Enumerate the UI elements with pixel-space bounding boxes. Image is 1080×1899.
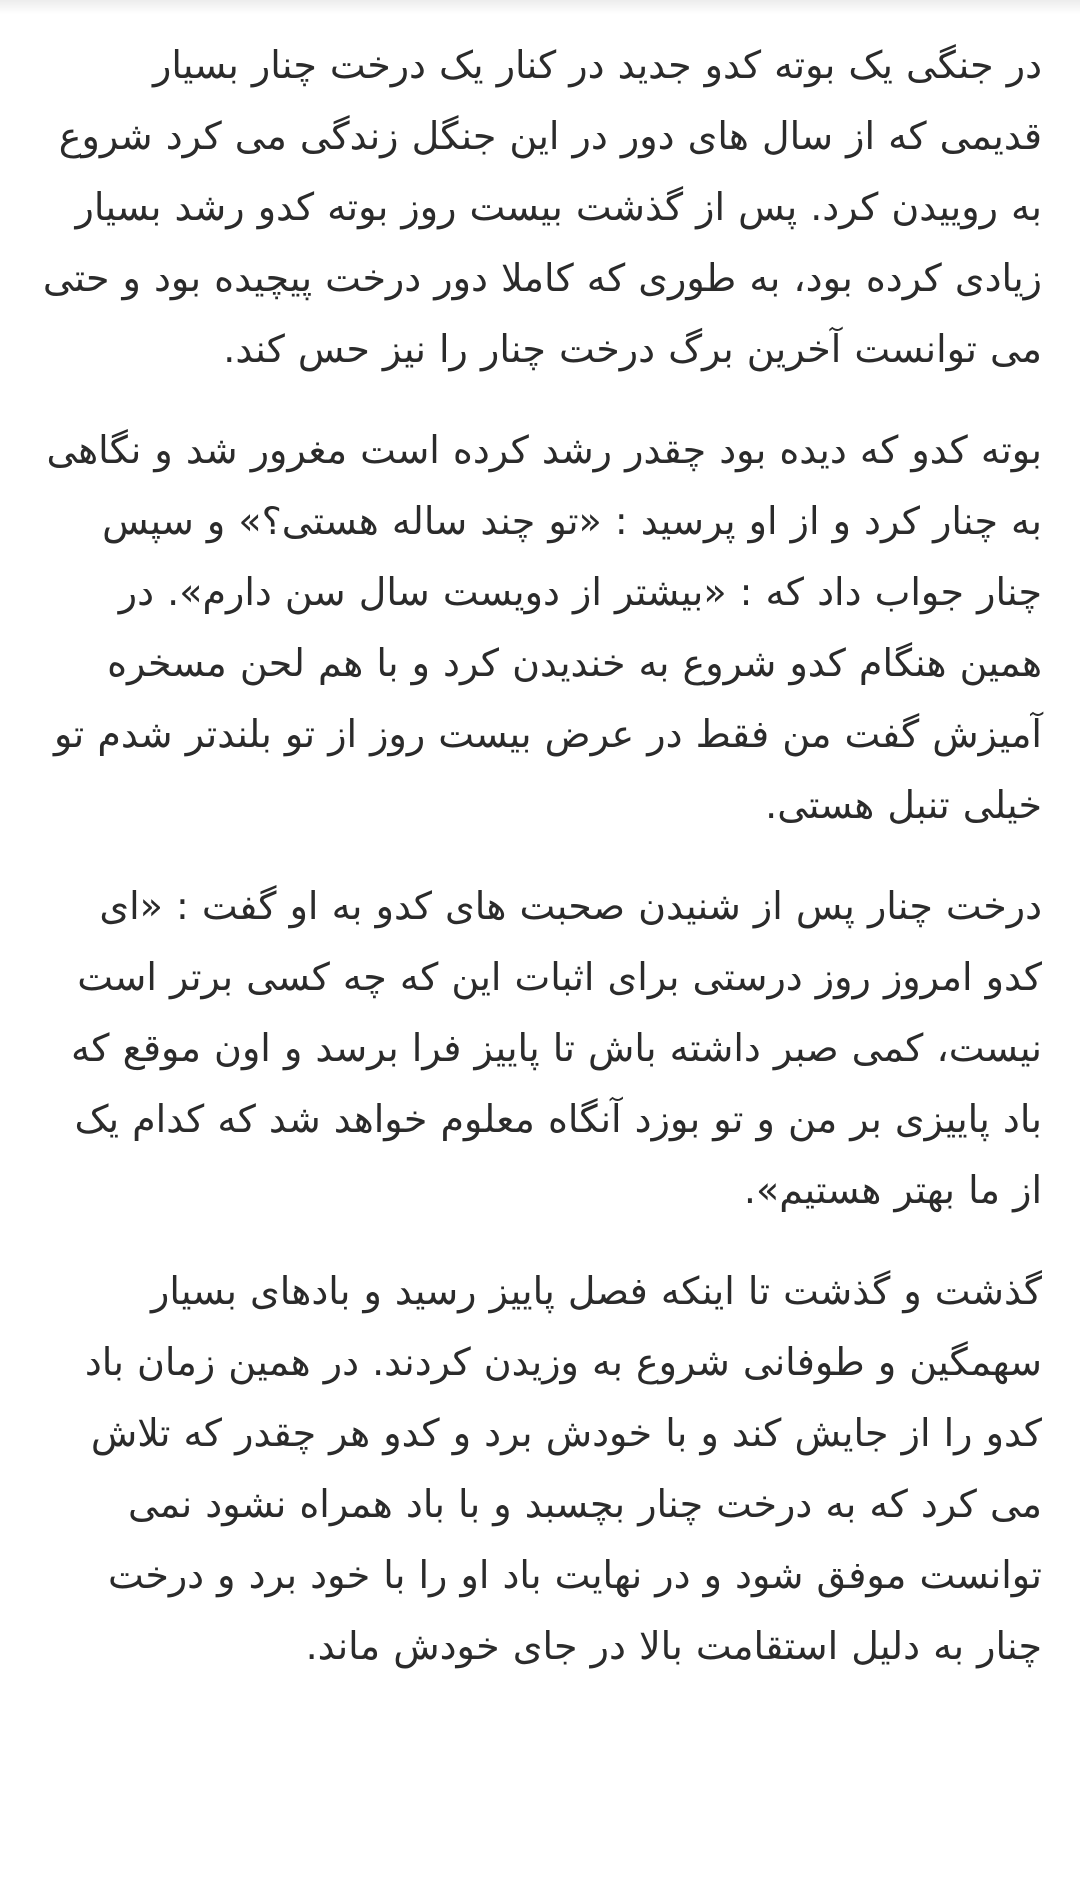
paragraph-2: بوته کدو که دیده بود چقدر رشد کرده است مغرور شد و نگاهی به چنار کرد و از او پرسید : «تو چند ساله هستی؟» و سپس چنار جواب داد که : «بیشتر از دویست سال سن دارم». در همین هنگام کدو شروع به خندیدن کرد و با هم لحن مسخره آمیزش گفت من فقط در عرض بیست روز از تو بلندتر شدم تو خیلی تنبل هستی. <box>46 428 1042 827</box>
top-shadow <box>0 0 1080 14</box>
paragraph-1: در جنگی یک بوته کدو جدید در کنار یک درخت چنار بسیار قدیمی که از سال های دور در این جنگل زندگی می کرد شروع به روییدن کرد. پس از گذشت بیست روز بوته کدو رشد بسیار زیادی کرده بود، به طوری که کاملا دور درخت پیچیده بود و حتی می توانست آخرین برگ درخت چنار را نیز حس کند. <box>42 43 1042 371</box>
story-text <box>40 30 1042 1712</box>
paragraph-4: گذشت و گذشت تا اینکه فصل پاییز رسید و بادهای بسیار سهمگین و طوفانی شروع به وزیدن کردند. در همین زمان باد کدو را از جایش کند و با خودش برد و کدو هر چقدر که تلاش می کرد که به درخت چنار بچسبد و با باد همراه نشود نمی توانست موفق شود و در نهایت باد او را با خود برد و درخت چنار به دلیل استقامت بالا در جای خودش ماند. <box>84 1269 1042 1668</box>
paragraph-3: درخت چنار پس از شنیدن صحبت های کدو به او گفت : «ای کدو امروز روز درستی برای اثبات این که چه کسی برتر است نیست، کمی صبر داشته باش تا پاییز فرا برسد و اون موقع که باد پاییزی بر من و تو بوزد آنگاه معلوم خواهد شد که کدام یک از ما بهتر هستیم». <box>71 884 1042 1212</box>
